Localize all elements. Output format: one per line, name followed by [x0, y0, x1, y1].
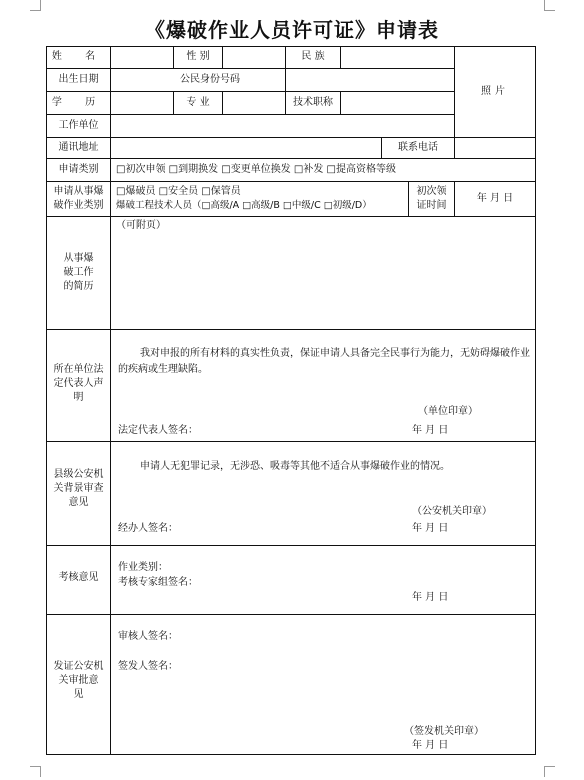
label-work-unit: 工作单位	[58, 120, 99, 131]
row-line	[46, 545, 536, 546]
dob-field[interactable]	[111, 69, 173, 91]
label-address: 通讯地址	[58, 142, 99, 153]
row-line	[46, 216, 536, 217]
first-issue-date[interactable]: 年 月 日	[476, 193, 514, 204]
unit-seal: （单位印章）	[418, 406, 478, 417]
crop-mark-bottom-right	[544, 766, 555, 777]
crop-mark-top-right	[544, 0, 555, 11]
county-police-seal: （公安机关印章）	[412, 506, 492, 517]
row-line	[46, 181, 536, 182]
row-line	[46, 441, 536, 442]
label-unit-statement-line2: 定代表人声	[53, 378, 104, 389]
crop-mark-bottom-left	[30, 766, 41, 777]
id-number-field[interactable]	[286, 69, 454, 91]
unit-statement-date[interactable]: 年 月 日	[412, 425, 449, 436]
reviewer-signature-label: 审核人签名：	[118, 631, 178, 642]
label-county-police-line2: 关背景审查	[53, 483, 104, 494]
row-line	[46, 614, 536, 615]
label-resume-line3: 的简历	[63, 281, 94, 292]
label-dob: 出生日期	[58, 74, 99, 85]
resume-note: （可附页）	[116, 220, 166, 231]
gender-field[interactable]	[223, 47, 285, 68]
label-issuing-police-line1: 发证公安机	[53, 661, 104, 672]
label-name: 姓 名	[51, 51, 106, 62]
exam-date[interactable]: 年 月 日	[412, 592, 449, 603]
label-major: 专 业	[186, 97, 210, 108]
education-field[interactable]	[111, 92, 173, 114]
label-exam-opinion: 考核意见	[58, 572, 99, 583]
label-first-issue-line1: 初次领	[416, 186, 447, 197]
label-job-type-line2: 破作业类别	[53, 200, 104, 211]
outer-border-right	[535, 46, 536, 754]
unit-statement-text: 我对申报的所有材料的真实性负责，保证申请人具备完全民事行为能力，无妨碍爆破作业的疾病或生理缺陷。	[118, 348, 530, 375]
label-resume-line2: 破工作	[63, 267, 94, 278]
label-county-police-line1: 县级公安机	[53, 469, 104, 480]
resume-field[interactable]	[111, 234, 535, 328]
form-title: 《爆破作业人员许可证》申请表	[145, 18, 439, 42]
label-id-number: 公民身份号码	[180, 74, 240, 85]
label-unit-statement-line1: 所在单位法	[53, 364, 104, 375]
major-field[interactable]	[223, 92, 285, 114]
label-resume-line1: 从事爆	[63, 253, 94, 264]
job-type-options-line2[interactable]: 爆破工程技术人员（□高级/A □高级/B □中级/C □初级/D）	[116, 200, 372, 211]
label-apply-type: 申请类别	[58, 164, 99, 175]
label-unit-statement-line3: 明	[73, 392, 84, 403]
label-education: 学 历	[51, 97, 106, 108]
label-issuing-police-line3: 见	[73, 689, 84, 700]
label-tech-title: 技术职称	[293, 97, 333, 108]
tech-title-field[interactable]	[341, 92, 454, 114]
label-issuing-police-line2: 关审批意	[58, 675, 99, 686]
label-county-police-line3: 意见	[68, 497, 89, 508]
label-job-type-line1: 申请从事爆	[53, 186, 104, 197]
exam-job-type-label: 作业类别：	[118, 562, 168, 573]
col-line	[110, 158, 111, 181]
phone-field[interactable]	[455, 138, 535, 158]
col-line	[110, 181, 111, 216]
unit-legal-rep-signature-label: 法定代表人签名：	[118, 425, 198, 436]
issuing-date[interactable]: 年 月 日	[412, 740, 449, 751]
row-line	[46, 329, 536, 330]
county-handler-signature-label: 经办人签名：	[118, 523, 178, 534]
outer-border-bottom	[46, 754, 536, 755]
work-unit-field[interactable]	[111, 115, 454, 137]
crop-mark-top-left	[30, 0, 41, 11]
label-phone: 联系电话	[398, 142, 438, 153]
label-gender: 性 别	[186, 51, 210, 62]
photo-label: 照片	[481, 86, 509, 97]
job-type-options-line1[interactable]: □爆破员 □安全员 □保管员	[116, 186, 241, 197]
label-first-issue-line2: 证时间	[416, 200, 447, 211]
address-field[interactable]	[111, 138, 381, 158]
label-ethnicity: 民 族	[301, 51, 325, 62]
county-police-date[interactable]: 年 月 日	[412, 523, 449, 534]
issuer-signature-label: 签发人签名：	[118, 661, 178, 672]
name-field[interactable]	[111, 47, 173, 68]
row-line	[46, 158, 536, 159]
county-police-text: 申请人无犯罪记录，无涉恐、吸毒等其他不适合从事爆破作业的情况。	[140, 461, 450, 472]
apply-type-options[interactable]: □初次申领 □到期换发 □变更单位换发 □补发 □提高资格等级	[116, 164, 396, 175]
exam-expert-signature-label: 考核专家组签名：	[118, 577, 198, 588]
issuing-seal: （签发机关印章）	[404, 726, 484, 737]
ethnicity-field[interactable]	[341, 47, 454, 68]
